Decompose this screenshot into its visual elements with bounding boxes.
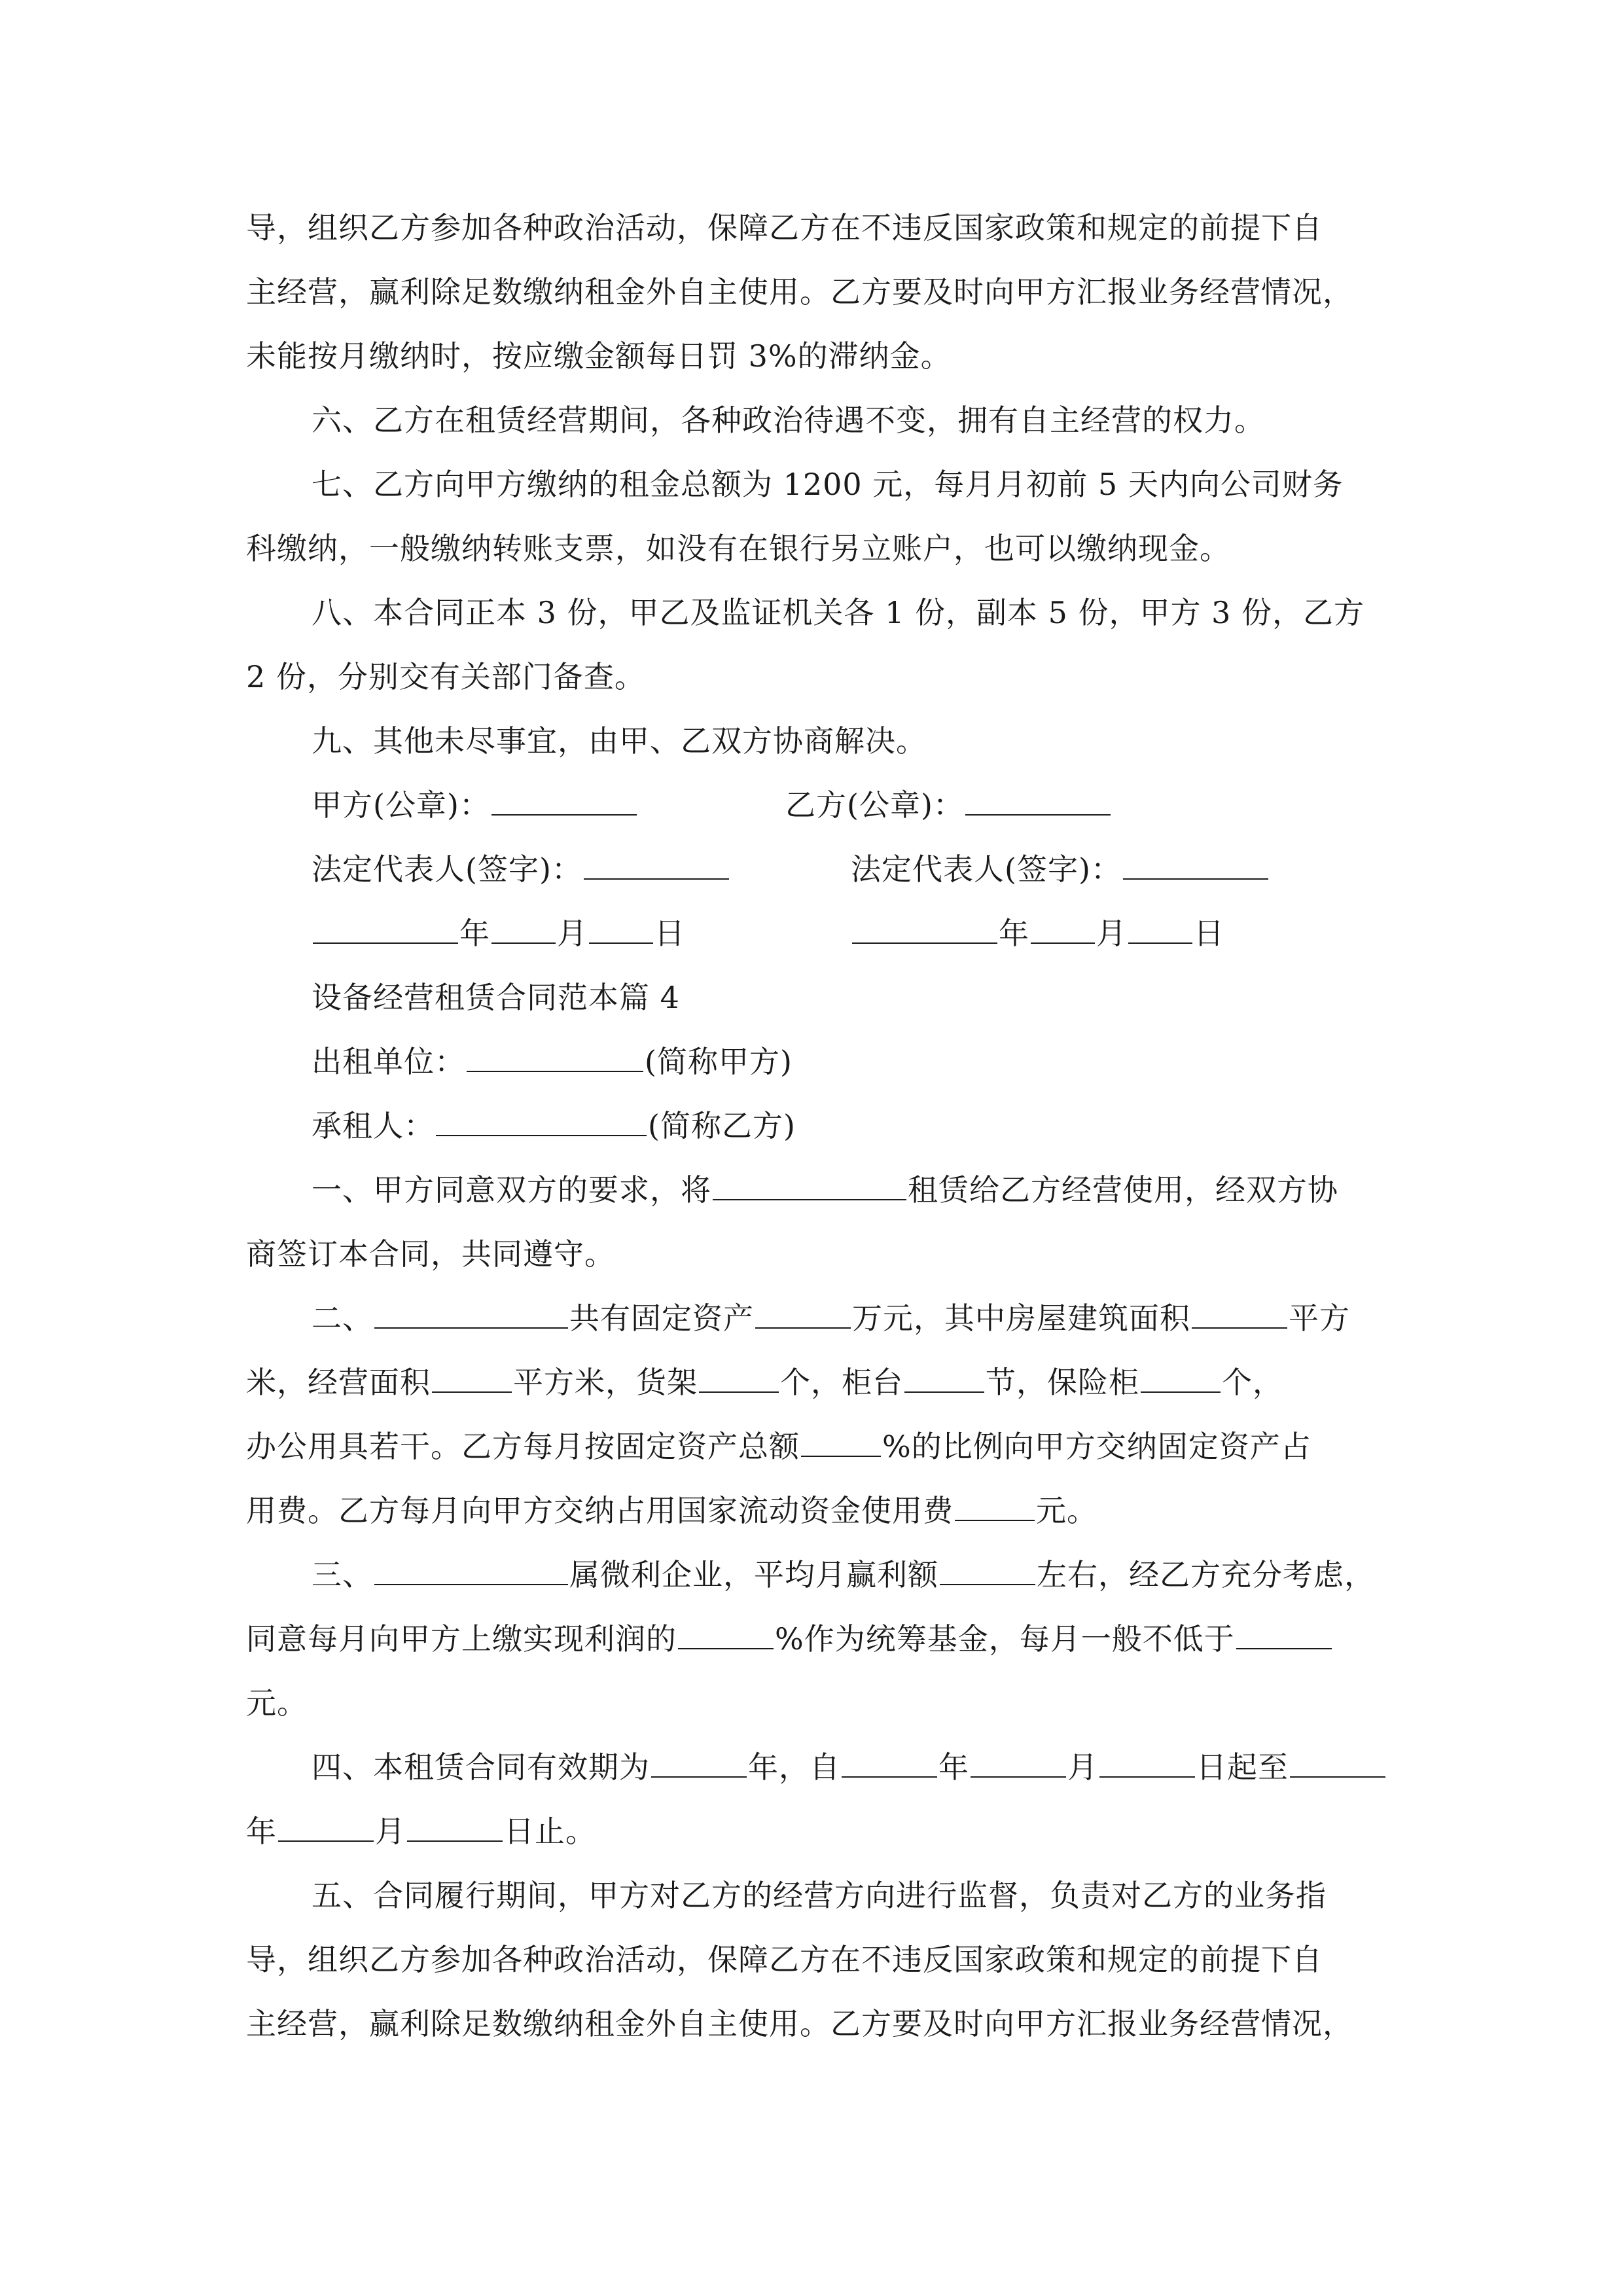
section-5-line1: 五、合同履行期间，甲方对乙方的经营方向进行监督，负责对乙方的业务指 [312,1878,1327,1913]
party-b-blank[interactable] [965,785,1111,816]
rep-a-label: 法定代表人(签字)： [312,852,582,887]
lessee-line [312,1106,1442,1145]
s4-blank-1[interactable] [651,1748,747,1778]
date-a-day-blank[interactable] [589,914,653,944]
text-line: 未能按月缴纳时，按应缴金额每日罚 3%的滞纳金。 [246,338,952,374]
lessee-label: 承租人： [312,1108,435,1143]
section-2-line4 [246,1491,1377,1530]
clause-9: 九、其他未尽事宜，由甲、乙双方协商解决。 [312,723,927,759]
month-label: 月 [557,916,588,951]
section-1-line2: 商签订本合同，共同遵守。 [246,1236,615,1272]
s3-blank-1[interactable] [374,1555,568,1585]
clause-8-line2: 2 份，分别交有关部门备查。 [246,659,645,694]
text-run: 元。 [1036,1493,1097,1528]
rep-b-label: 法定代表人(签字)： [851,852,1122,887]
section-title: 设备经营租赁合同范本篇 4 [312,980,680,1015]
clause-7-line2: 科缴纳，一般缴纳转账支票，如没有在银行另立账户，也可以缴纳现金。 [246,531,1230,566]
clause-8-line1: 八、本合同正本 3 份，甲乙及监证机关各 1 份，副本 5 份，甲方 3 份，乙方 [312,595,1365,630]
s3-blank-2[interactable] [940,1555,1035,1585]
date-a-year-blank[interactable] [313,914,458,944]
s1-blank[interactable] [713,1170,906,1200]
rep-b-blank[interactable] [1123,850,1268,880]
date-b-day-blank[interactable] [1128,914,1192,944]
text-run: 年，自 [748,1749,840,1785]
section-3-line3: 元。 [246,1685,308,1721]
text-run: 米，经营面积 [246,1365,431,1400]
text-run: 一、甲方同意双方的要求，将 [312,1172,711,1208]
s2-blank-3[interactable] [1192,1299,1287,1329]
party-a-blank[interactable] [491,785,637,816]
section-5-line2: 导，组织乙方参加各种政治活动，保障乙方在不违反国家政策和规定的前提下自 [246,1942,1323,1977]
s3-blank-4[interactable] [1236,1619,1332,1649]
text-line: 导，组织乙方参加各种政治活动，保障乙方在不违反国家政策和规定的前提下自 [246,210,1323,245]
lessor-line [312,1042,1442,1081]
section-2-line3 [246,1427,1377,1466]
section-4-line1 [312,1748,1442,1787]
section-2-line2 [246,1363,1377,1402]
s4-blank-4[interactable] [1099,1748,1195,1778]
s2-blank-7[interactable] [1141,1363,1221,1393]
day-label: 日 [654,916,685,951]
text-run: 年 [246,1814,277,1849]
s2-blank-2[interactable] [755,1299,851,1329]
text-run: 同意每月向甲方上缴实现利润的 [246,1621,677,1657]
s4-blank-2[interactable] [842,1748,937,1778]
text-run: 用费。乙方每月向甲方交纳占用国家流动资金使用费 [246,1493,954,1528]
text-run: 个， [1222,1365,1283,1400]
s4-blank-5[interactable] [1290,1748,1385,1778]
party-b-label: 乙方(公章)： [785,787,964,823]
lessee-blank[interactable] [436,1106,647,1136]
lessor-label: 出租单位： [312,1044,465,1079]
section-3-line2 [246,1619,1377,1659]
date-b [851,914,1224,953]
year-label: 年 [459,916,490,951]
day-label: 日 [1194,916,1224,951]
text-run: 租赁给乙方经营使用，经双方协 [908,1172,1338,1208]
s2-blank-1[interactable] [374,1299,568,1329]
text-run: %的比例向甲方交纳固定资产占 [882,1429,1311,1464]
section-5-line3: 主经营，赢利除足数缴纳租金外自主使用。乙方要及时向甲方汇报业务经营情况， [246,2006,1353,2041]
party-b-seal [785,785,1112,825]
rep-a-blank[interactable] [584,850,729,880]
lessee-suffix: (简称乙方) [648,1108,796,1143]
clause-6: 六、乙方在租赁经营期间，各种政治待遇不变，拥有自主经营的权力。 [312,403,1265,438]
text-run: 左右，经乙方充分考虑， [1037,1557,1375,1592]
text-line: 主经营，赢利除足数缴纳租金外自主使用。乙方要及时向甲方汇报业务经营情况， [246,274,1353,310]
section-3-line1 [312,1555,1442,1594]
clause-7-line1: 七、乙方向甲方缴纳的租金总额为 1200 元，每月月初前 5 天内向公司财务 [312,467,1344,502]
month-label: 月 [1096,916,1127,951]
s2-blank-5[interactable] [699,1363,779,1393]
s4-blank-3[interactable] [971,1748,1066,1778]
s4-blank-6[interactable] [278,1812,374,1842]
party-a-label: 甲方(公章)： [312,787,490,823]
text-run: 平方 [1289,1300,1350,1336]
lessor-blank[interactable] [467,1042,643,1072]
s3-blank-3[interactable] [678,1619,774,1649]
year-label: 年 [999,916,1029,951]
text-run: 共有固定资产 [569,1300,754,1336]
text-run: 月 [1067,1749,1098,1785]
text-run: 三、 [312,1557,373,1592]
text-run: 年 [938,1749,969,1785]
text-run: 节，保险柜 [986,1365,1139,1400]
section-4-line2 [246,1812,1377,1851]
text-run: 办公用具若干。乙方每月按固定资产总额 [246,1429,800,1464]
section-2-line1 [312,1299,1442,1338]
rep-b-sign [851,850,1270,889]
s2-blank-6[interactable] [904,1363,984,1393]
s2-blank-4[interactable] [432,1363,512,1393]
date-b-month-blank[interactable] [1031,914,1095,944]
lessor-suffix: (简称甲方) [645,1044,793,1079]
text-run: 二、 [312,1300,373,1336]
s4-blank-7[interactable] [407,1812,503,1842]
text-run: 个，柜台 [780,1365,903,1400]
text-run: 日止。 [504,1814,596,1849]
section-1-line1 [312,1170,1442,1210]
date-b-year-blank[interactable] [852,914,997,944]
text-run: 四、本租赁合同有效期为 [312,1749,650,1785]
text-run: 万元，其中房屋建筑面积 [852,1300,1190,1336]
text-run: 属微利企业，平均月赢利额 [569,1557,938,1592]
text-run: 日起至 [1196,1749,1289,1785]
text-run: %作为统筹基金，每月一般不低于 [775,1621,1235,1657]
s2-blank-9[interactable] [955,1491,1035,1521]
date-a-month-blank[interactable] [491,914,556,944]
s2-blank-8[interactable] [801,1427,881,1457]
text-run: 月 [375,1814,406,1849]
text-run: 平方米，货架 [513,1365,698,1400]
